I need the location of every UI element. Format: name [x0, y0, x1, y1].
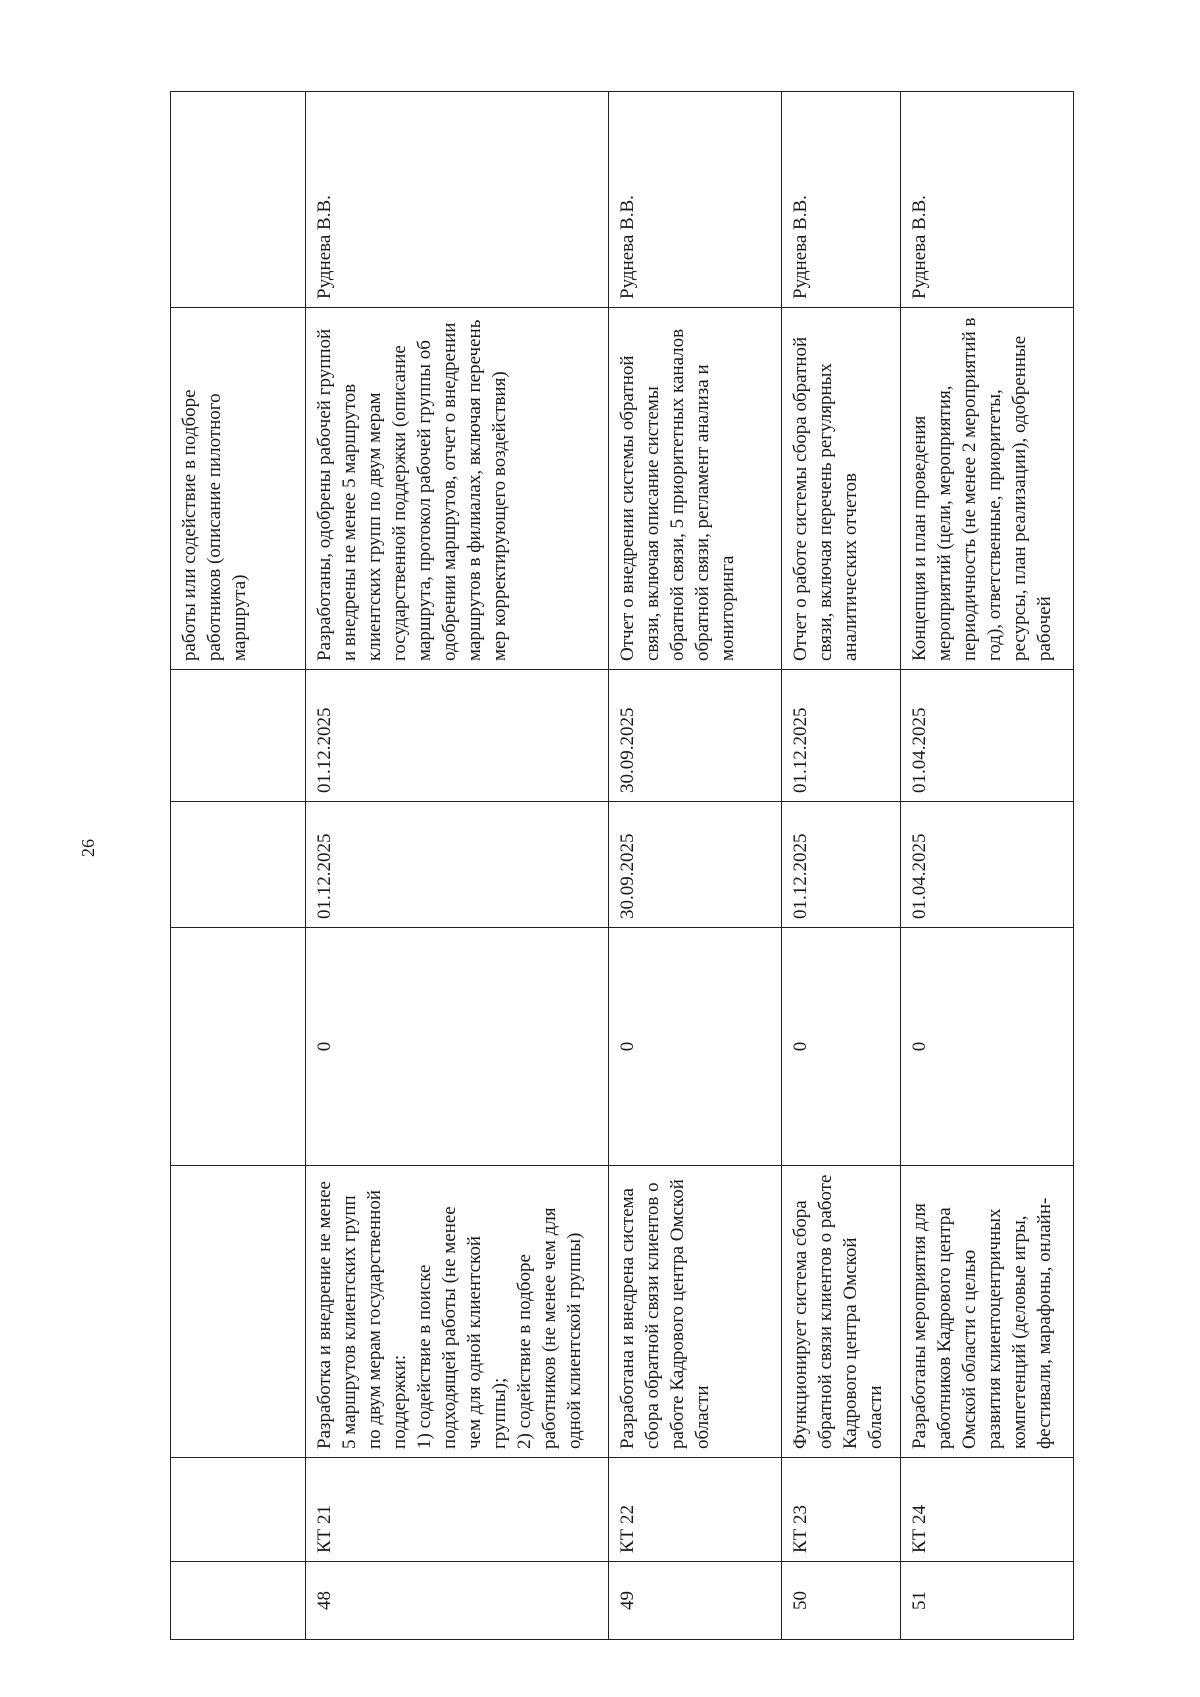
cell-result: Отчет о работе системы сбора обратной связи, включая перечень регулярных аналитических отчетов — [782, 308, 901, 670]
cell-date-end — [171, 670, 306, 802]
cell-description: Разработана и внедрена система сбора обратной связи клиентов о работе Кадрового центра Омской области — [609, 1166, 782, 1458]
cell-description: Разработка и внедрение не менее 5 маршрутов клиентских групп по двум мерам государственной поддержки: 1) содействие в поиске подходящей работы (не менее чем для одной клиентской группы); 2) содействие в подборе работников (не менее чем для одной клиентской группы) — [306, 1166, 609, 1458]
cell-responsible: Руднева В.В. — [306, 92, 609, 308]
cell-responsible — [171, 92, 306, 308]
cell-description — [171, 1166, 306, 1458]
cell-base-value: 0 — [306, 928, 609, 1166]
cell-date-end: 01.12.2025 — [306, 670, 609, 802]
cell-result: Отчет о внедрении системы обратной связи, включая описание системы обратной связи, 5 приоритетных каналов обратной связи, регламент анализа и мониторинга — [609, 308, 782, 670]
cell-date-end: 30.09.2025 — [609, 670, 782, 802]
schedule-table-wrapper — [170, 92, 1110, 1640]
cell-base-value: 0 — [782, 928, 901, 1166]
cell-result: Концепция и план проведения мероприятий (цели, мероприятия, периодичность (не менее 2 мероприятий в год), ответственные, приоритеты, ресурсы, план реализации), одобренные рабочей — [901, 308, 1074, 670]
page-number: 26 — [78, 839, 98, 857]
cell-base-value — [171, 928, 306, 1166]
cell-date-end: 01.04.2025 — [901, 670, 1074, 802]
cell-description: Разработаны мероприятия для работников Кадрового центра Омской области с целью развития клиентоцентричных компетенций (деловые игры, фестивали, марафоны, онлайн- — [901, 1166, 1074, 1458]
cell-code: КТ 21 — [306, 1458, 609, 1562]
cell-num: 48 — [306, 1562, 609, 1640]
cell-responsible: Руднева В.В. — [782, 92, 901, 308]
cell-date-start: 01.12.2025 — [782, 802, 901, 928]
cell-base-value: 0 — [901, 928, 1074, 1166]
cell-num: 51 — [901, 1562, 1074, 1640]
cell-num: 50 — [782, 1562, 901, 1640]
table-row — [609, 92, 782, 1640]
cell-date-start: 01.12.2025 — [306, 802, 609, 928]
cell-code: КТ 22 — [609, 1458, 782, 1562]
cell-num: 49 — [609, 1562, 782, 1640]
cell-num — [171, 1562, 306, 1640]
cell-date-start: 30.09.2025 — [609, 802, 782, 928]
table-row — [171, 92, 306, 1640]
table-row — [782, 92, 901, 1640]
cell-responsible: Руднева В.В. — [901, 92, 1074, 308]
table-row — [901, 92, 1074, 1640]
cell-code: КТ 24 — [901, 1458, 1074, 1562]
cell-result: работы или содействие в подборе работников (описание пилотного маршрута) — [171, 308, 306, 670]
cell-date-start: 01.04.2025 — [901, 802, 1074, 928]
cell-responsible: Руднева В.В. — [609, 92, 782, 308]
schedule-table — [170, 91, 1074, 1640]
cell-result: Разработаны, одобрены рабочей группой и внедрены не менее 5 маршрутов клиентских групп по двум мерам государственной поддержки (описание маршрута, протокол рабочей группы об одобрении маршрутов, отчет о внедрении маршрутов в филиалах, включая перечень мер корректирующего воздействия) — [306, 308, 609, 670]
cell-code: КТ 23 — [782, 1458, 901, 1562]
cell-base-value: 0 — [609, 928, 782, 1166]
cell-date-end: 01.12.2025 — [782, 670, 901, 802]
table-row — [306, 92, 609, 1640]
cell-description: Функционирует система сбора обратной связи клиентов о работе Кадрового центра Омской области — [782, 1166, 901, 1458]
cell-code — [171, 1458, 306, 1562]
cell-date-start — [171, 802, 306, 928]
